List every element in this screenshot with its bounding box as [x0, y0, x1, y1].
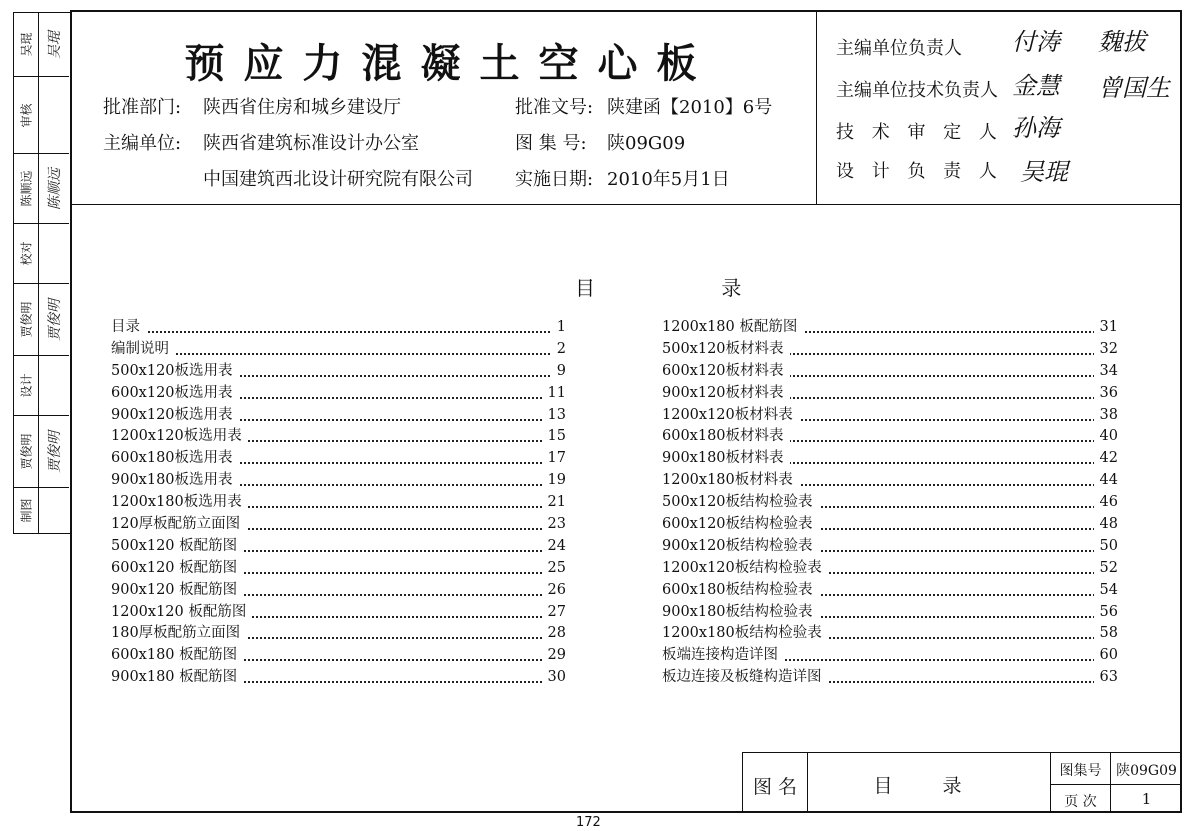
- toc-page: 48: [1094, 514, 1118, 536]
- toc-label: 600x120板材料表: [662, 361, 790, 383]
- toc-page: 38: [1094, 405, 1118, 427]
- doc-no: 陕建函【2010】6号: [607, 97, 773, 118]
- toc-label: 500x120板材料表: [662, 339, 790, 361]
- strip-cell: [14, 284, 69, 356]
- toc-label: 900x120板选用表: [111, 405, 239, 427]
- toc-page: 17: [542, 448, 566, 470]
- toc-entry: [111, 602, 566, 624]
- toc-label: 1200x120板材料表: [662, 405, 799, 427]
- toc-entry: [662, 361, 1118, 383]
- toc-label: 600x180板选用表: [111, 448, 239, 470]
- toc-entry: [662, 558, 1118, 580]
- toc-page: 31: [1094, 317, 1118, 339]
- toc-label: 900x180板材料表: [662, 448, 790, 470]
- toc-label: 180厚板配筋立面图: [111, 623, 246, 645]
- signature: 吴琨: [1020, 158, 1068, 186]
- toc-page: 26: [542, 580, 566, 602]
- toc-page: 60: [1094, 645, 1118, 667]
- approve-dept-label: 批准部门:: [103, 97, 182, 118]
- toc-page: 9: [551, 361, 566, 383]
- toc-label: 板边连接及板缝构造详图: [662, 667, 828, 689]
- strip-cell: [14, 224, 69, 284]
- toc-column-right: [662, 317, 1118, 689]
- toc-entry: [111, 448, 566, 470]
- toc-label: 600x180板材料表: [662, 426, 790, 448]
- toc-entry: [662, 470, 1118, 492]
- toc-page: 63: [1094, 667, 1118, 689]
- toc-entry: [111, 536, 566, 558]
- toc-entry: [111, 405, 566, 427]
- toc-page: 24: [542, 536, 566, 558]
- toc-entry: [111, 514, 566, 536]
- toc-entry: [662, 426, 1118, 448]
- toc-label: 板端连接构造详图: [662, 645, 784, 667]
- toc-title: 目 录: [575, 276, 802, 300]
- implementation-date: 2010年5月1日: [607, 169, 730, 190]
- editor-label: 主编单位:: [103, 133, 182, 154]
- title-block-left: [742, 752, 743, 813]
- toc-column-left: [111, 317, 566, 689]
- date-label: 实施日期:: [515, 169, 594, 190]
- toc-page: 36: [1094, 383, 1118, 405]
- toc-entry: [662, 448, 1118, 470]
- title-block-name-value: 目 录: [873, 775, 984, 797]
- toc-label: 900x180板选用表: [111, 470, 239, 492]
- strip-cell: [14, 154, 69, 224]
- toc-entry: [662, 339, 1118, 361]
- toc-page: 2: [551, 339, 566, 361]
- toc-entry: [111, 645, 566, 667]
- strip-signature: 吴琨: [47, 30, 63, 59]
- toc-label: 1200x180板选用表: [111, 492, 248, 514]
- toc-entry: [111, 426, 566, 448]
- toc-page: 23: [542, 514, 566, 536]
- strip-signature: 贾俊明: [47, 298, 63, 341]
- toc-entry: [111, 623, 566, 645]
- toc-page: 42: [1094, 448, 1118, 470]
- title-block-name-label: 图 名: [752, 776, 798, 798]
- toc-label: 500x120板结构检验表: [662, 492, 819, 514]
- toc-label: 编制说明: [111, 339, 175, 361]
- toc-label: 600x120板结构检验表: [662, 514, 819, 536]
- toc-entry: [111, 492, 566, 514]
- page-number: 172: [576, 815, 601, 830]
- doc-no-label: 批准文号:: [515, 97, 594, 118]
- toc-label: 900x180 板配筋图: [111, 667, 243, 689]
- strip-cell: [14, 488, 69, 533]
- approval-strip: [13, 12, 70, 534]
- strip-role-label: 设计: [19, 373, 34, 398]
- editor-unit-1: 陕西省建筑标准设计办公室: [203, 133, 419, 154]
- strip-role-label: 贾俊明: [19, 301, 34, 338]
- toc-entry: [662, 383, 1118, 405]
- signature: 金慧: [1012, 72, 1060, 100]
- toc-entry: [111, 339, 566, 361]
- toc-label: 1200x120板选用表: [111, 426, 248, 448]
- strip-role-label: 制图: [19, 498, 34, 523]
- toc-entry: [111, 580, 566, 602]
- toc-entry: [662, 514, 1118, 536]
- toc-page: 52: [1094, 558, 1118, 580]
- strip-role-label: 贾俊明: [19, 433, 34, 470]
- toc-page: 54: [1094, 580, 1118, 602]
- toc-page: 40: [1094, 426, 1118, 448]
- toc-page: 44: [1094, 470, 1118, 492]
- toc-entry: [662, 667, 1118, 689]
- toc-page: 1: [551, 317, 566, 339]
- toc-entry: [662, 602, 1118, 624]
- toc-label: 900x180板结构检验表: [662, 602, 819, 624]
- toc-label: 900x120板结构检验表: [662, 536, 819, 558]
- toc-entry: [111, 361, 566, 383]
- title-block-atlas-value: 陕09G09: [1116, 763, 1177, 779]
- toc-page: 27: [542, 602, 566, 624]
- strip-signature: 陈顺远: [47, 167, 63, 210]
- toc-page: 19: [542, 470, 566, 492]
- responsible-role: 主编单位负责人: [836, 38, 962, 59]
- strip-role-label: 审核: [19, 102, 34, 128]
- toc-label: 目录: [111, 317, 146, 339]
- toc-label: 600x180板结构检验表: [662, 580, 819, 602]
- strip-cell: [14, 416, 69, 488]
- toc-label: 1200x180 板配筋图: [662, 317, 803, 339]
- toc-label: 600x120 板配筋图: [111, 558, 243, 580]
- toc-page: 58: [1094, 623, 1118, 645]
- toc-label: 900x120板材料表: [662, 383, 790, 405]
- toc-label: 1200x120 板配筋图: [111, 602, 252, 624]
- toc-page: 50: [1094, 536, 1118, 558]
- toc-page: 28: [542, 623, 566, 645]
- page-title: 预应力混凝土空心板: [184, 41, 716, 87]
- toc-entry: [111, 558, 566, 580]
- title-block-page-label: 页 次: [1064, 794, 1097, 810]
- toc-entry: [662, 405, 1118, 427]
- title-block-page-value: 1: [1141, 790, 1152, 808]
- approve-dept: 陕西省住房和城乡建设厅: [203, 97, 401, 118]
- toc-page: 13: [542, 405, 566, 427]
- strip-role-label: 陈顺远: [19, 170, 34, 207]
- signature: 曾国生: [1098, 74, 1170, 102]
- strip-role-label: 吴琨: [19, 32, 34, 57]
- responsible-role: 主编单位技术负责人: [836, 80, 998, 101]
- toc-page: 30: [542, 667, 566, 689]
- toc-label: 600x120板选用表: [111, 383, 239, 405]
- toc-entry: [662, 623, 1118, 645]
- toc-entry: [662, 317, 1118, 339]
- toc-page: 11: [542, 383, 566, 405]
- signature: 魏拔: [1098, 28, 1146, 56]
- toc-label: 600x180 板配筋图: [111, 645, 243, 667]
- atlas-no-label: 图 集 号:: [515, 133, 587, 154]
- strip-cell: [14, 356, 69, 416]
- toc-entry: [111, 317, 566, 339]
- header-divider: [70, 204, 1182, 205]
- toc-label: 120厚板配筋立面图: [111, 514, 246, 536]
- toc-page: 56: [1094, 602, 1118, 624]
- toc-page: 21: [542, 492, 566, 514]
- toc-entry: [111, 383, 566, 405]
- toc-page: 32: [1094, 339, 1118, 361]
- strip-cell: [14, 77, 69, 154]
- title-block-top: [742, 752, 1182, 753]
- toc-label: 1200x180板材料表: [662, 470, 799, 492]
- toc-entry: [662, 580, 1118, 602]
- responsible-role: 设 计 负 责 人: [836, 161, 1003, 182]
- header-vertical-divider: [816, 10, 817, 205]
- strip-signature: 贾俊明: [47, 430, 63, 473]
- toc-entry: [111, 470, 566, 492]
- responsible-role: 技 术 审 定 人: [836, 122, 1003, 143]
- toc-label: 500x120 板配筋图: [111, 536, 243, 558]
- toc-label: 1200x120板结构检验表: [662, 558, 828, 580]
- toc-page: 15: [542, 426, 566, 448]
- signature: 孙海: [1012, 114, 1060, 142]
- toc-entry: [662, 645, 1118, 667]
- toc-page: 29: [542, 645, 566, 667]
- toc-page: 25: [542, 558, 566, 580]
- atlas-no: 陕09G09: [607, 133, 686, 154]
- toc-label: 1200x180板结构检验表: [662, 623, 828, 645]
- title-block-row-divider: [1050, 784, 1182, 785]
- toc-label: 900x120 板配筋图: [111, 580, 243, 602]
- strip-role-label: 校对: [19, 241, 34, 266]
- signature: 付涛: [1012, 28, 1060, 56]
- toc-entry: [111, 667, 566, 689]
- toc-page: 34: [1094, 361, 1118, 383]
- toc-entry: [662, 492, 1118, 514]
- title-block-atlas-label: 图集号: [1059, 763, 1102, 779]
- strip-cell: [14, 13, 69, 77]
- toc-entry: [662, 536, 1118, 558]
- toc-page: 46: [1094, 492, 1118, 514]
- toc-label: 500x120板选用表: [111, 361, 239, 383]
- editor-unit-2: 中国建筑西北设计研究院有限公司: [203, 169, 473, 190]
